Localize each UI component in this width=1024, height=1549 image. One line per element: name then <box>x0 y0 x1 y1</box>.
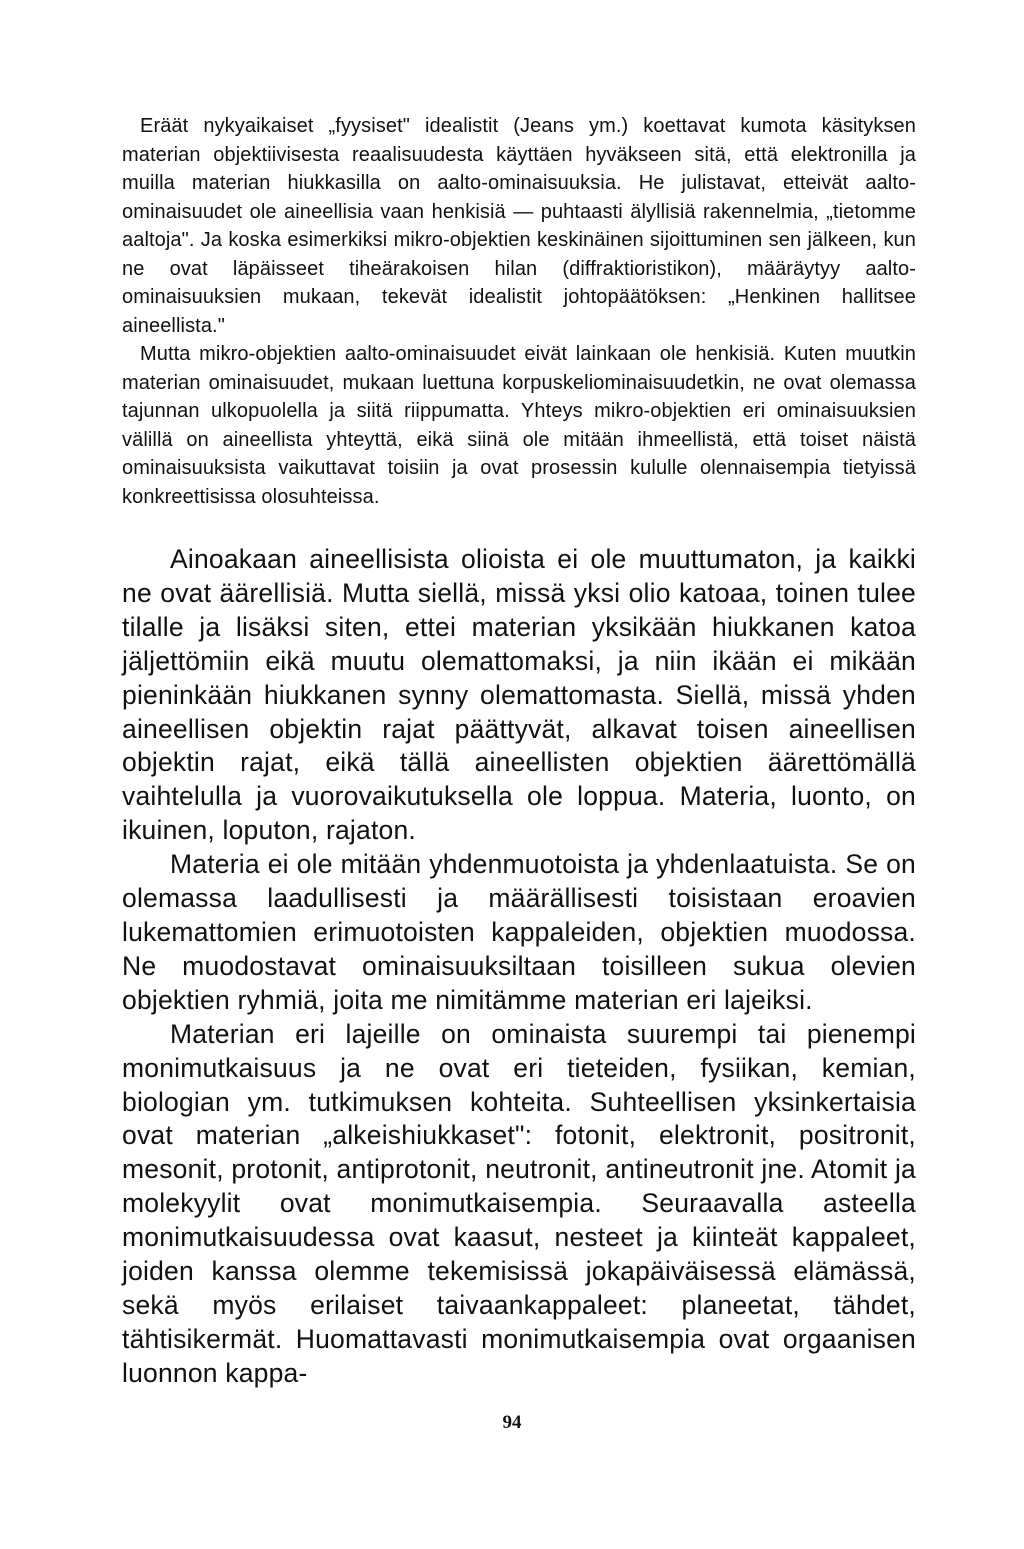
page-text <box>122 112 916 1391</box>
main-text-section <box>122 543 916 1391</box>
paragraph-small-2: Mutta mikro-objektien aalto-ominaisuudet eivät lainkaan ole henkisiä. Kuten muutkin materian ominaisuudet, mukaan luettuna korpuskeliominaisuudetkin, ne ovat olemassa tajunnan ulkopuolella ja siitä riippumatta. Yhteys mikro-objektien eri ominaisuuksien välillä on aineellista yhteyttä, eikä siinä ole mitään ihmeellistä, että toiset näistä ominaisuuksista vaikuttavat toisiin ja ovat prosessin kululle olennaisempia tietyissä konkreettisissa olosuhteissa. <box>122 343 916 508</box>
page-number: 94 <box>502 1412 522 1433</box>
paragraph-small-1: Eräät nykyaikaiset „fyysiset" idealistit (Jeans ym.) koettavat kumota käsityksen materian objektiivisesta reaalisuudesta käyttäen hyväkseen sitä, että elektronilla ja muilla materian hiukkasilla on aalto-ominaisuuksia. He julistavat, etteivät aalto-ominaisuudet ole aineellisia vaan henkisiä — puhtaasti älyllisiä rakennelmia, „tietomme aaltoja". Ja koska esimerkiksi mikro-objektien keskinäinen sijoittuminen sen jälkeen, kun ne ovat läpäisseet tiheärakoisen hilan (diffraktioristikon), määräytyy aalto-ominaisuuksien mukaan, tekevät idealistit johtopäätöksen: „Henkinen hallitsee aineellista." <box>122 115 916 337</box>
paragraph-large-1: Ainoakaan aineellisista olioista ei ole muuttumaton, ja kaikki ne ovat äärellisiä. Mutta siellä, missä yksi olio katoaa, toinen tulee tilalle ja lisäksi siten, ettei materian yksikään hiukkanen katoa jäljettömiin eikä muutu olemattomaksi, ja niin ikään ei mikään pieninkään hiukkanen synny olemattomasta. Siellä, missä yhden aineellisen objektin rajat päättyvät, alkavat toisen aineellisen objektin rajat, eikä tällä aineellisten objektien äärettömällä vaihtelulla ja vuorovaikutuksella ole loppua. Materia, luonto, on ikuinen, loputon, rajaton. <box>122 544 916 846</box>
paragraph-large-2: Materia ei ole mitään yhdenmuotoista ja yhdenlaatuista. Se on olemassa laadullisesti ja määrällisesti toisistaan eroavien lukemattomien erimuotoisten kappaleiden, objektien muodossa. Ne muodostavat ominaisuuksiltaan toisilleen sukua olevien objektien ryhmiä, joita me nimitämme materian eri lajeiksi. <box>122 849 916 1015</box>
paragraph-large-3: Materian eri lajeille on ominaista suurempi tai pienempi monimutkaisuus ja ne ovat eri tieteiden, fysiikan, kemian, biologian ym. tutkimuksen kohteita. Suhteellisen yksinkertaisia ovat materian „alkeishiukkaset": fotonit, elektronit, positronit, mesonit, protonit, antiprotonit, neutronit, antineutronit jne. Atomit ja molekyylit ovat monimutkaisempia. Seuraavalla asteella monimutkaisuudessa ovat kaasut, nesteet ja kiinteät kappaleet, joiden kanssa olemme tekemisissä jokapäiväisessä elämässä, sekä myös erilaiset taivaankappaleet: planeetat, tähdet, tähtisikermät. Huomattavasti monimutkaisempia ovat orgaanisen luonnon kappa- <box>122 1018 916 1388</box>
small-print-section <box>122 112 916 511</box>
